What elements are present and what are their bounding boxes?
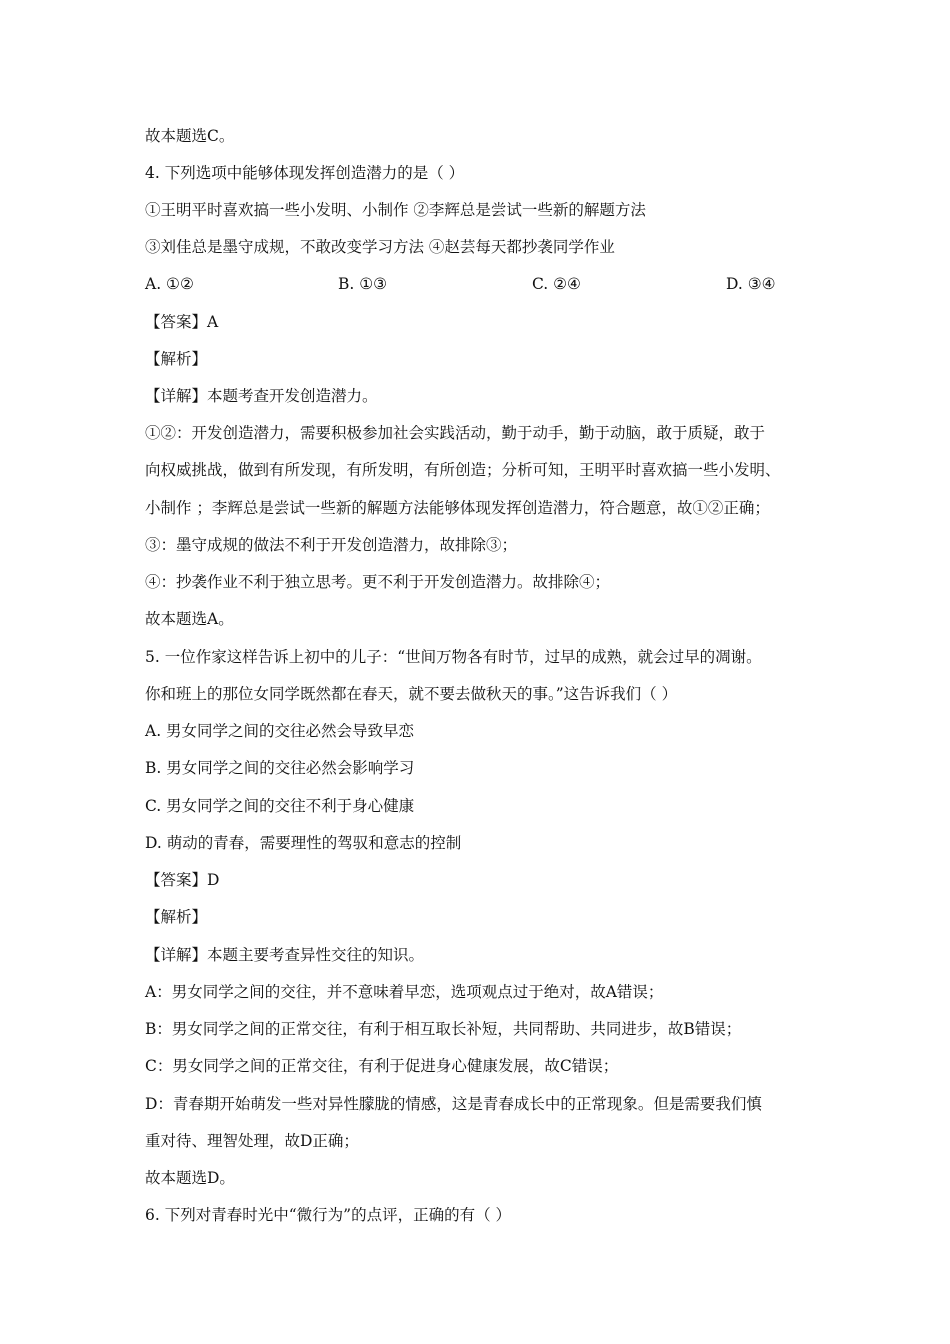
q5-answer: 【答案】D [145,871,220,889]
q4-detail-line: 小制作 ；李辉总是尝试一些新的解题方法能够体现发挥创造潜力，符合题意，故①②正确； [145,499,770,517]
q4-conclusion: 故本题选A。 [145,610,234,628]
q5-detail-line: A：男女同学之间的交往，并不意味着早恋，选项观点过于绝对，故A错误； [145,983,664,1001]
q4-statement-3-4: ③刘佳总是墨守成规，不敢改变学习方法 ④赵芸每天都抄袭同学作业 [145,238,615,256]
q5-option-b: B. 男女同学之间的交往必然会影响学习 [145,759,415,777]
q4-analysis-heading: 【解析】 [145,350,208,368]
q5-stem: 5. 一位作家这样告诉上初中的儿子：“世间万物各有时节，过早的成熟，就会过早的凋谢。 [145,648,762,666]
q3-conclusion: 故本题选C。 [145,127,235,145]
q5-option-d: D. 萌动的青春，需要理性的驾驭和意志的控制 [145,834,462,852]
q4-detail-line: ④：抄袭作业不利于独立思考。更不利于开发创造潜力。故排除④； [145,573,611,591]
q5-detail-line: 重对待、理智处理，故D正确； [145,1132,359,1150]
q6-stem: 6. 下列对青春时光中“微行为”的点评，正确的有（ ） [145,1206,511,1224]
q4-detail-line: ③：墨守成规的做法不利于开发创造潜力，故排除③； [145,536,518,554]
q4-option-a: A. ①② [145,275,194,293]
q4-option-c: C. ②④ [532,275,581,293]
q5-stem-cont: 你和班上的那位女同学既然都在春天，就不要去做秋天的事。”这告诉我们（ ） [145,685,678,703]
q4-detail-line: 向权威挑战，做到有所发现，有所发明，有所创造；分析可知，王明平时喜欢搞一些小发明、 [145,461,781,479]
q4-statement-1-2: ①王明平时喜欢搞一些小发明、小制作 ②李辉总是尝试一些新的解题方法 [145,201,646,219]
q5-detail-intro: 【详解】本题主要考查异性交往的知识。 [145,946,425,964]
q4-stem: 4. 下列选项中能够体现发挥创造潜力的是（ ） [145,164,465,182]
q5-option-c: C. 男女同学之间的交往不利于身心健康 [145,797,415,815]
q5-option-a: A. 男女同学之间的交往必然会导致早恋 [145,722,415,740]
q4-option-b: B. ①③ [338,275,388,293]
q5-detail-line: C：男女同学之间的正常交往，有利于促进身心健康发展，故C错误； [145,1057,619,1075]
q4-detail-line: ①②：开发创造潜力，需要积极参加社会实践活动，勤于动手，勤于动脑，敢于质疑，敢于 [145,424,766,442]
q5-conclusion: 故本题选D。 [145,1169,235,1187]
q5-analysis-heading: 【解析】 [145,908,208,926]
q5-detail-line: B：男女同学之间的正常交往，有利于相互取长补短，共同帮助、共同进步，故B错误； [145,1020,742,1038]
q5-detail-line: D：青春期开始萌发一些对异性朦胧的情感，这是青春成长中的正常现象。但是需要我们慎 [145,1095,762,1113]
q4-detail-intro: 【详解】本题考查开发创造潜力。 [145,387,378,405]
q4-option-d: D. ③④ [726,275,776,293]
q4-answer: 【答案】A [145,313,219,331]
